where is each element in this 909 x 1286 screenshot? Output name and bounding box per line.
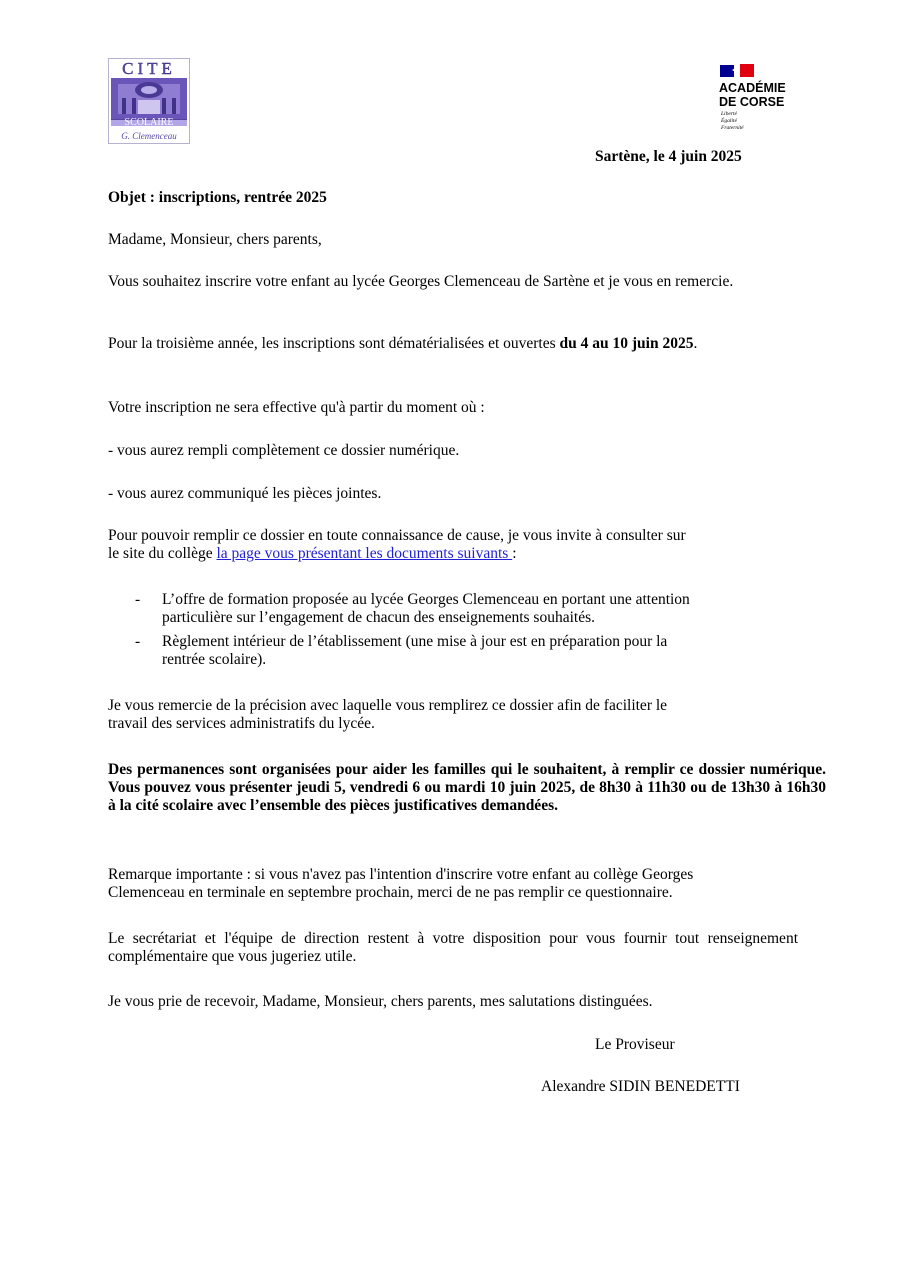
- paragraph-dates-text: Pour la troisième année, les inscriptions sont dématérialisées et ouvertes: [108, 335, 560, 352]
- documents-page-link[interactable]: la page vous présentant les documents suivants: [216, 545, 513, 562]
- list-item: [162, 591, 812, 627]
- academie-name-line2: DE CORSE: [719, 95, 785, 109]
- motto-fraternite: Fraternité: [721, 125, 744, 131]
- salutation: Madame, Monsieur, chers parents,: [108, 231, 322, 248]
- paragraph-permanences: Des permanences sont organisées pour aider les familles qui le souhaitent, à remplir ce dossier numérique. Vous pouvez vous présenter jeudi 5, vendredi 6 ou mardi 10 juin 2025, de 8h30 à 11h30 ou de 13h30 à 16h30 à la cité scolaire avec l’ensemble des pièces justificatives demandées.: [108, 761, 826, 814]
- paragraph-remark: [108, 866, 852, 902]
- paragraph-dates-end: .: [693, 335, 698, 352]
- logo-text-cite: CITE: [122, 59, 176, 78]
- paragraph-remark-line1: Remarque importante : si vous n'avez pas l'intention d'inscrire votre enfant au collège Georges: [108, 866, 694, 883]
- list-item-2-line2: rentrée scolaire).: [162, 651, 267, 668]
- academie-name-line1: ACADÉMIE: [719, 81, 786, 95]
- paragraph-dates: [108, 335, 826, 353]
- motto-liberte: Liberté: [721, 111, 737, 117]
- list-item-1-line2: particulière sur l’engagement de chacun des enseignements souhaités.: [162, 609, 595, 626]
- paragraph-consult: [108, 527, 852, 563]
- motto-egalite: Égalité: [721, 118, 737, 124]
- place-date: Sartène, le 4 juin 2025: [595, 148, 742, 165]
- letter-subject: Objet : inscriptions, rentrée 2025: [108, 189, 327, 206]
- paragraph-conditions: Votre inscription ne sera effective qu'à partir du moment où :: [108, 399, 485, 416]
- paragraph-closing: Je vous prie de recevoir, Madame, Monsieur, chers parents, mes salutations distinguées.: [108, 993, 653, 1010]
- paragraph-consult-end: :: [512, 545, 517, 562]
- paragraph-intro: Vous souhaitez inscrire votre enfant au lycée Georges Clemenceau de Sartène et je vous en remercie.: [108, 273, 734, 290]
- logo-signature: G. Clemenceau: [121, 131, 177, 141]
- list-item: [162, 633, 812, 669]
- list-bullet-2: -: [135, 633, 141, 650]
- signer-title: Le Proviseur: [595, 1036, 675, 1053]
- school-logo: [108, 58, 190, 144]
- condition-pieces: - vous aurez communiqué les pièces jointes.: [108, 485, 382, 502]
- list-item-2-line1: Règlement intérieur de l’établissement (une mise à jour est en préparation pour la: [162, 633, 668, 650]
- paragraph-consult-line1: Pour pouvoir remplir ce dossier en toute connaissance de cause, je vous invite à consulter sur: [108, 527, 686, 544]
- paragraph-consult-start: le site du collège: [108, 545, 217, 562]
- paragraph-thanks: [108, 697, 852, 733]
- logo-text-scolaire: SCOLAIRE: [124, 117, 174, 128]
- paragraph-thanks-line2: travail des services administratifs du lycée.: [108, 715, 375, 732]
- paragraph-remark-line2: Clemenceau en terminale en septembre prochain, merci de ne pas remplir ce questionnaire.: [108, 884, 673, 901]
- school-logo-graphic: [108, 58, 190, 144]
- list-item-1-line1: L’offre de formation proposée au lycée Georges Clemenceau en portant une attention: [162, 591, 690, 608]
- academie-name: [719, 81, 786, 109]
- academie-motto: [721, 111, 744, 132]
- paragraph-consult-line2: [108, 545, 852, 563]
- list-bullet-1: -: [135, 591, 141, 608]
- paragraph-secretariat: Le secrétariat et l'équipe de direction restent à votre disposition pour vous fournir tout renseignement complémentaire que vous jugeriez utile.: [108, 930, 798, 965]
- republique-flag-icon: [720, 64, 754, 78]
- registration-dates: du 4 au 10 juin 2025: [559, 335, 694, 352]
- paragraph-thanks-line1: Je vous remercie de la précision avec laquelle vous remplirez ce dossier afin de faciliter le: [108, 697, 668, 714]
- academie-logo: [716, 64, 806, 138]
- signer-name: Alexandre SIDIN BENEDETTI: [541, 1078, 740, 1095]
- condition-dossier: - vous aurez rempli complètement ce dossier numérique.: [108, 442, 460, 459]
